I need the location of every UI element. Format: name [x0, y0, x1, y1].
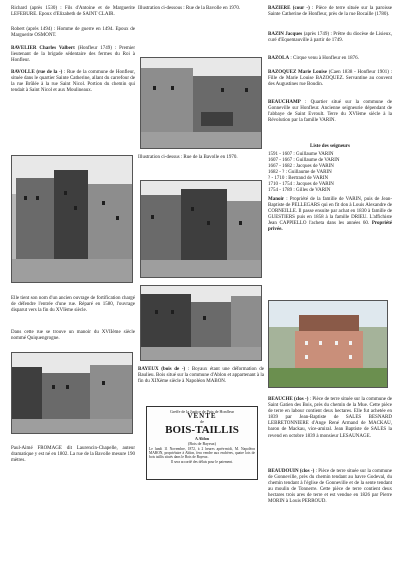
- entry-beaudouin: BEAUDOUIN (clos -) : Pièce de terre située sur la commune de Gonneville, près du chemin tendant au havre Godeval, du chemin tendant à l'église de Gonneville et de la sente tendant au moulin de Tonnerre. Cette pièce de terre contient deux hectares trois ares de terre et est vendue en 1826 par Pierre MORIN à Louis PERROUD.: [268, 469, 393, 505]
- photo-rue-bavolle-street: [140, 285, 262, 361]
- list-item: 1754 - 1789 : Gilles de VARIN: [268, 188, 331, 193]
- sale-notice: [146, 406, 258, 480]
- photo-rue-bavolle-1970-a: [140, 57, 262, 149]
- list-item: 1710 - 1754 : Jacques de VARIN: [268, 182, 334, 187]
- caption-1970-top: Illustration ci-dessous : Rue de la Bavolle en 1970.: [138, 6, 241, 11]
- entry-beauchamp: BEAUCHAMP : Quartier situé sur la commune de Gonneville sur Honfleur. Ancienne seigneurie dépendant de l'abbaye de Saint Evroult. Terre du XVIème siècle à la Révolution par la famille VARIN.: [268, 100, 393, 124]
- entry-baziere: BAZIERE (cour -) : Pièce de terre située sur la paroisse Sainte Catherine de Honfleur, près de la rue Bocaille (1780).: [268, 6, 392, 18]
- seigneurs-list-title: Liste des seigneurs: [310, 144, 350, 149]
- entry-bayeux: BAYEUX (bois de -) : Boyaux étant une déformation de Baulieu. Bois situé sur la commune d'Ablon et appartenant à la fin du XIXème siècle à Napoléon MABON.: [138, 367, 265, 385]
- notice-body: Le lundi 11 Novembre, 1872, à 2 heures après-midi, M. Napoléon MABON, propriétaire à Ablon, fera vendre aux enchères, quatre lots de bois taillis situés dans le Bois de Bayeux.: [149, 447, 255, 460]
- entry-bavelier: BAVELIER Charles Valbert (Honfleur 1749) : Premier lieutenant de la brigade sédentaire des fermes du Roi à Honfleur.: [11, 46, 135, 64]
- notice-de: de: [200, 419, 204, 424]
- list-item: 1591 - 1607 : Guillaume VARIN: [268, 152, 334, 157]
- notice-header: Greffe de la Justice de Paix de Honfleur: [169, 409, 234, 414]
- entry-bavolle-manoir: Dans cette rue se trouve un manoir du XVIIème siècle nommé Quiquengrogne.: [11, 330, 135, 342]
- photo-manoir-beauchamp: [268, 300, 388, 388]
- list-item: ? - 1710 : Bertrand de VARIN: [268, 176, 329, 181]
- notice-vente: VENTE: [187, 412, 217, 420]
- entry-bazola: BAZOLA : Cirque venu à Honfleur en 1876.: [268, 56, 359, 61]
- photo-rue-bavolle-1970-b: [140, 180, 262, 278]
- entry-bavolle: BAVOLLE (rue de la -) : Rue de la commune de Honfleur, située dans le quartier Sainte Catherine, allant du carrefour de la rue Brûlée à la rue Saint Nicol. Portion du chemin qui tendait à Saint Nicol et aux Moulineaux.: [11, 70, 135, 94]
- photo-rue-bavolle-bottom: [11, 352, 133, 434]
- list-item: 1667 - 1682 : Jacques de VARIN: [268, 164, 334, 169]
- notice-bois-taillis: BOIS-TAILLIS: [165, 424, 239, 436]
- entry-bazin: BAZIN Jacques (après 1749) : Prêtre du diocèse de Lisieux, curé d'Equemauville à partir de 1749.: [268, 32, 392, 44]
- entry-bazoquez: BAZOQUEZ Marie Louise (Caen 1838 - Honfleur 1901) : Fille de Marie Louise BAZOQUEZ. Servantine au couvent des Augustines rue Boudin.: [268, 70, 392, 88]
- notice-footer: Il sera accordé des délais pour le paiement.: [171, 459, 233, 464]
- photo-rue-bavolle-left: [11, 155, 133, 283]
- notice-sub: (Bois de Bayeux): [188, 441, 216, 446]
- entry-beauche: BEAUCHE (clos -) : Pièce de terre située sur la commune de Saint Gatien des Bois, près du chemin de la Mue. Cette pièce de terre en labour contient deux hectares. Elle fut achetée en 1839 par Jean-Baptiste de SALES BESNARD LEBRETONNIERE d'Ange René Armand de MACKAU, baron de Mackau, vice-amiral. Jean Baptiste de SALES la revend en octobre 1839 à monsieur LESAUNAGE.: [268, 397, 393, 439]
- caption-1970-bottom: Illustration ci-dessus : Rue de la Bavolle en 1970.: [138, 155, 238, 160]
- entry-robert: Robert (après 1494) : Homme de guerre en 1494. Epoux de Marguerite OSMONT.: [11, 27, 135, 39]
- entry-fromage: Paul-Aimé FROMAGE dit Laurencin-Chapelle, auteur dramatique y est né en 1802. La rue de la Bavolle mesure 190 mètres.: [11, 446, 135, 464]
- entry-manoir: Manoir : Propriété de la famille de VARIN, puis de Jean-Baptiste de PELLEGARS qui en fit don à Louis Alexandre de CORNEILLE. Il passe ensuite par achat en 1830 à famille de GUESTIERS puis en 1858 à la famille DRIEU. L'affichiste Jean CAPPIELLO l'acheta dans les années 60. Propriété privée.: [268, 197, 393, 233]
- entry-richard: Richard (après 1530) : Fils d'Antoine et de Marguerite LEFEBURE. Epoux d'Elizabeth de SAINT CLAIR.: [11, 6, 135, 18]
- notice-ablon: A Ablon: [195, 436, 209, 441]
- seigneurs-list: [268, 142, 392, 194]
- list-item: 1607 - 1667 : Guillaume de VARIN: [268, 158, 340, 163]
- list-item: 1682 - ? : Guillaume de VARIN: [268, 170, 332, 175]
- entry-bavolle-history: Elle tient son nom d'un ancien ouvrage de fortification chargé de défendre l'entrée d'une rue. Réparé en 1580, l'ouvrage disparut vers la fin du XVIème siècle.: [11, 296, 135, 314]
